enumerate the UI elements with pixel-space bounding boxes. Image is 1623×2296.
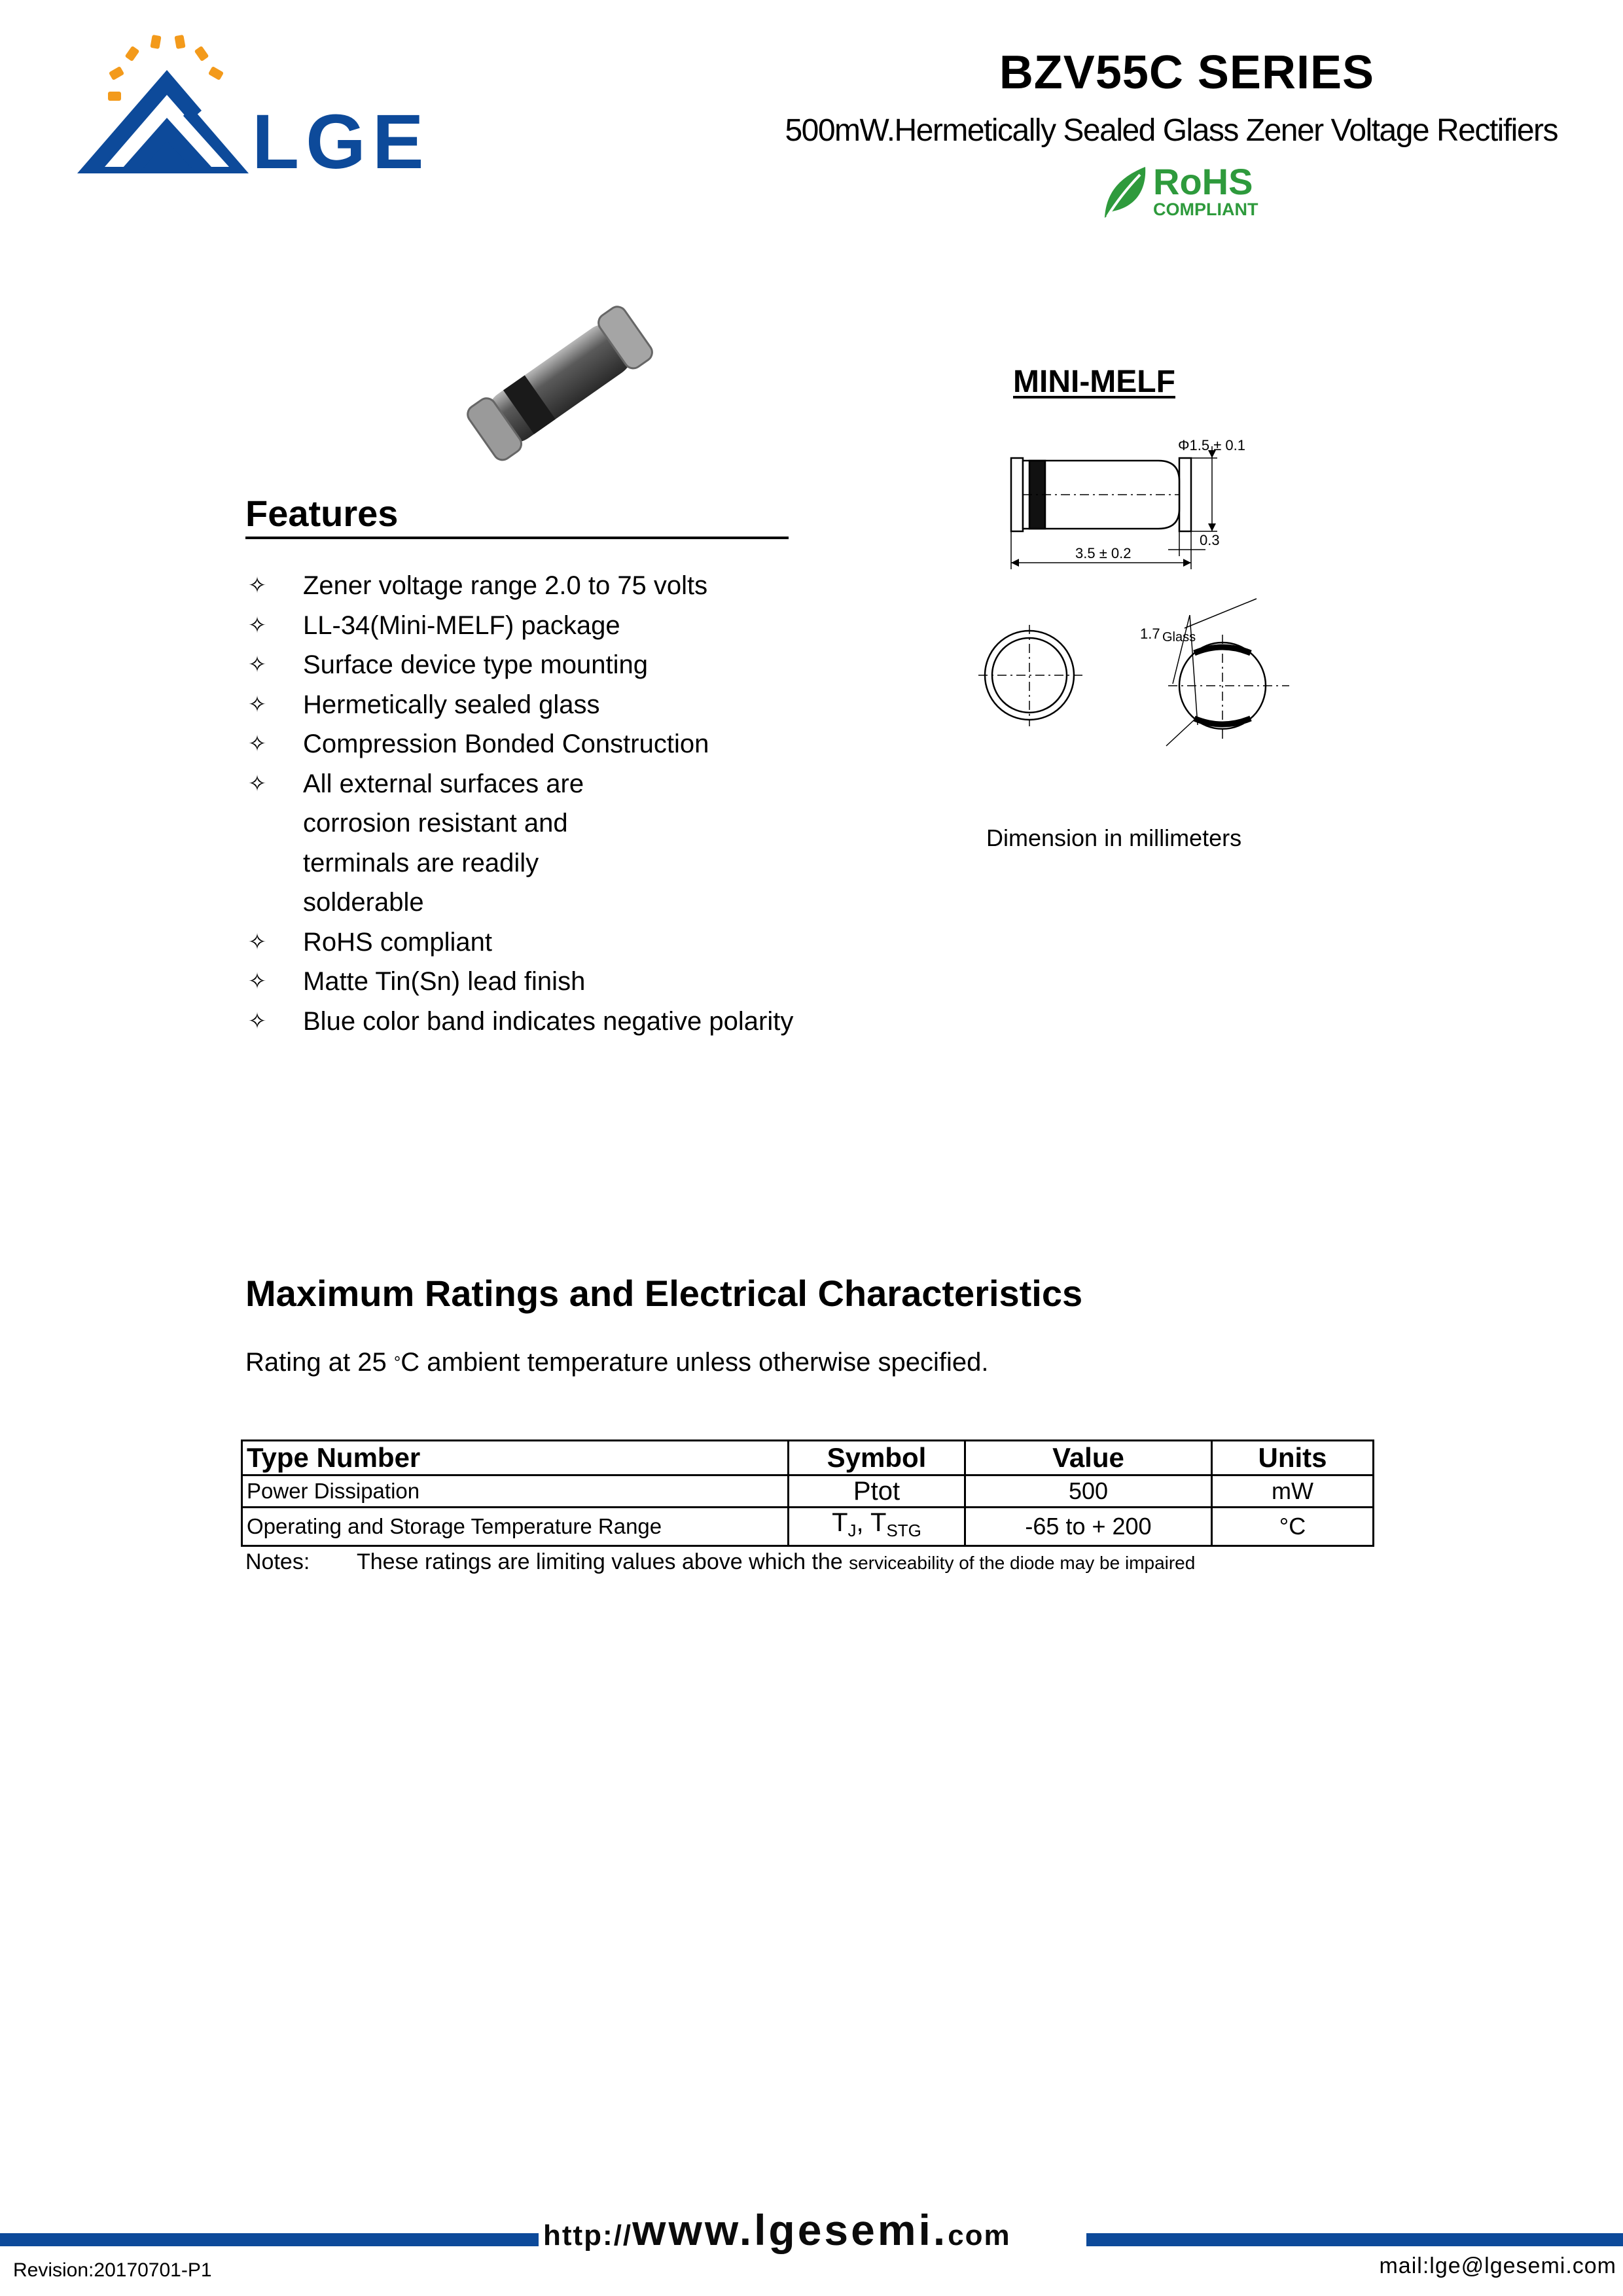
triangle-mark-icon bbox=[77, 70, 249, 173]
dim-cap: 0.3 bbox=[1200, 532, 1220, 548]
page-title: BZV55C SERIES bbox=[999, 46, 1374, 99]
list-item: ✧ Surface device type mounting bbox=[245, 645, 874, 685]
table-cell: mW bbox=[1212, 1475, 1374, 1508]
package-dimension-drawing bbox=[969, 432, 1309, 766]
column-header: Units bbox=[1212, 1441, 1374, 1475]
dim-length: 3.5 ± 0.2 bbox=[1075, 545, 1132, 561]
column-header: Type Number bbox=[242, 1441, 789, 1475]
table-cell: °C bbox=[1212, 1508, 1374, 1546]
table-cell: Ptot bbox=[789, 1475, 965, 1508]
revision-label: Revision:20170701-P1 bbox=[13, 2259, 212, 2281]
bullet-icon: ✧ bbox=[247, 691, 267, 718]
bullet-icon: ✧ bbox=[247, 770, 267, 797]
table-row bbox=[242, 1475, 1374, 1508]
rohs-badge bbox=[1099, 160, 1270, 221]
list-item: ✧ RoHS compliant bbox=[245, 923, 874, 963]
list-item: ✧ Blue color band indicates negative polarity bbox=[245, 1002, 874, 1042]
footer-bar bbox=[0, 2233, 539, 2246]
degree-sign: ° bbox=[393, 1352, 401, 1372]
footer-bar bbox=[1086, 2233, 1623, 2246]
bullet-icon: ✧ bbox=[247, 652, 267, 678]
table-cell: 500 bbox=[965, 1475, 1212, 1508]
dim-glass-label: Glass bbox=[1162, 630, 1196, 645]
leaf-icon bbox=[1105, 167, 1145, 218]
features-list bbox=[245, 566, 874, 1041]
rohs-sub: COMPLIANT bbox=[1153, 200, 1258, 219]
list-item: ✧ Hermetically sealed glass bbox=[245, 685, 874, 725]
ratings-table bbox=[241, 1439, 1374, 1547]
bullet-icon: ✧ bbox=[247, 1008, 267, 1034]
lge-logo bbox=[72, 29, 478, 180]
ratings-heading: Maximum Ratings and Electrical Characteristics bbox=[245, 1273, 1083, 1314]
list-item: ✧ Compression Bonded Construction bbox=[245, 724, 874, 764]
bullet-icon: ✧ bbox=[247, 573, 267, 599]
end-view-left bbox=[978, 625, 1083, 726]
bullet-icon: ✧ bbox=[247, 928, 267, 955]
table-header-row bbox=[242, 1441, 1374, 1475]
table-cell: Power Dissipation bbox=[242, 1475, 789, 1508]
bullet-icon: ✧ bbox=[247, 731, 267, 757]
bullet-icon: ✧ bbox=[247, 612, 267, 639]
table-row bbox=[242, 1508, 1374, 1546]
features-underline bbox=[245, 537, 789, 539]
footer-website-link[interactable]: http://www.lgesemi.com bbox=[543, 2206, 1011, 2254]
column-header: Symbol bbox=[789, 1441, 965, 1475]
page-subtitle: 500mW.Hermetically Sealed Glass Zener Voltage Rectifiers bbox=[785, 113, 1558, 148]
brand-text: LGE bbox=[252, 99, 431, 180]
list-item: ✧ Matte Tin(Sn) lead finish bbox=[245, 962, 874, 1002]
dimension-caption: Dimension in millimeters bbox=[986, 824, 1242, 851]
ratings-note: Rating at 25 °C ambient temperature unless otherwise specified. bbox=[245, 1348, 989, 1377]
list-item: ✧ Zener voltage range 2.0 to 75 volts bbox=[245, 566, 874, 606]
bullet-icon: ✧ bbox=[247, 968, 267, 995]
package-label: MINI-MELF bbox=[1013, 364, 1175, 399]
list-item: ✧ All external surfaces are corrosion resistant and terminals are readily solderable bbox=[245, 764, 874, 923]
table-cell: -65 to + 200 bbox=[965, 1508, 1212, 1546]
features-heading: Features bbox=[245, 493, 399, 534]
table-cell: $T_J$, $T_{STG}$ bbox=[789, 1508, 965, 1546]
notes-text: These ratings are limiting values above which the serviceability of the diode may be impaired bbox=[357, 1549, 1196, 1574]
notes-label: Notes: bbox=[245, 1549, 310, 1574]
table-cell: Operating and Storage Temperature Range bbox=[242, 1508, 789, 1546]
dim-diameter: Φ1.5 ± 0.1 bbox=[1178, 437, 1246, 453]
footer-mail-link[interactable]: mail:lge@lgesemi.com bbox=[1379, 2253, 1616, 2278]
product-photo bbox=[452, 288, 668, 478]
dim-glass: 1.7 bbox=[1140, 626, 1160, 642]
column-header: Value bbox=[965, 1441, 1212, 1475]
end-view-right bbox=[1166, 599, 1289, 746]
rohs-main: RoHS bbox=[1153, 161, 1253, 202]
list-item: ✧ LL-34(Mini-MELF) package bbox=[245, 606, 874, 646]
